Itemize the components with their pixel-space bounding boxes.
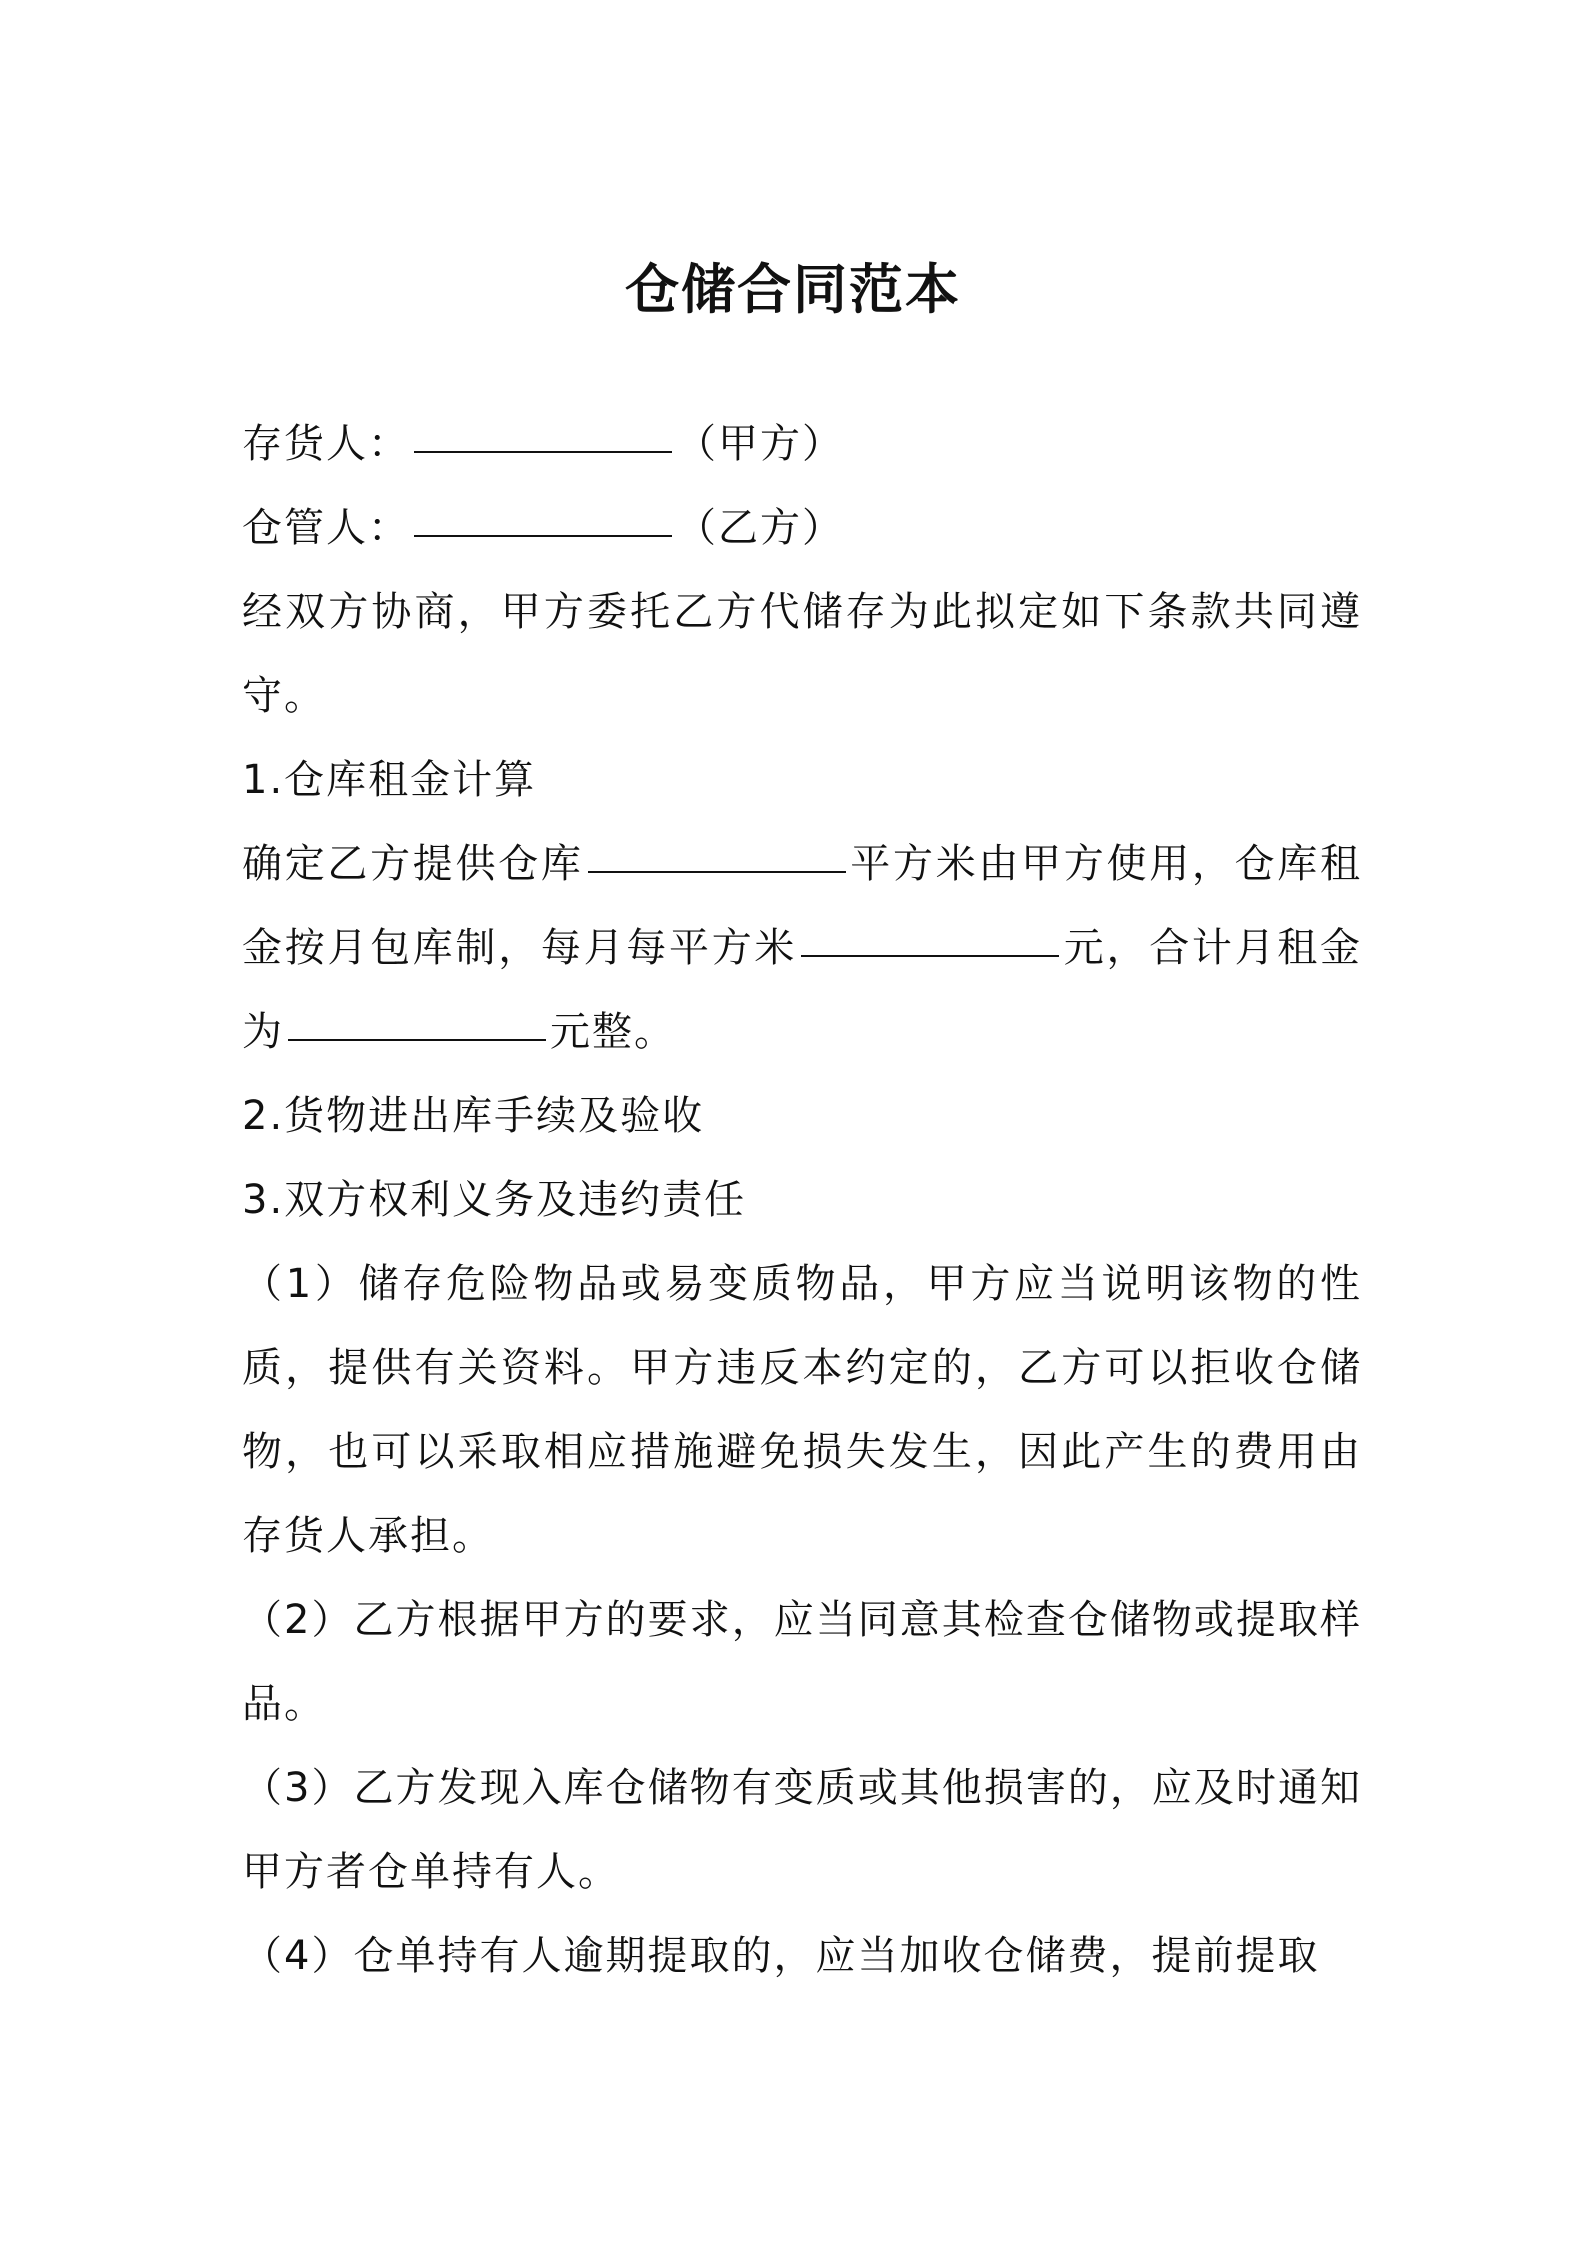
keeper-blank [414, 535, 672, 537]
rent-text-3: 元，合计月租金为 [242, 925, 1363, 1055]
depositor-suffix: （甲方） [676, 421, 844, 467]
keeper-suffix: （乙方） [676, 505, 844, 551]
intro-paragraph: 经双方协商，甲方委托乙方代储存为此拟定如下条款共同遵守。 [242, 589, 1362, 719]
clause-paragraph: （1）储存危险物品或易变质物品，甲方应当说明该物的性质，提供有关资料。甲方违反本约定的，乙方可以拒收仓储物，也可以采取相应措施避免损失发生，因此产生的费用由存货人承担。 [242, 1261, 1362, 1559]
clause-paragraph: （4）仓单持有人逾期提取的，应当加收仓储费，提前提取 [242, 1933, 1320, 1979]
keeper-line [242, 486, 1362, 570]
clause-paragraph: （3）乙方发现入库仓储物有变质或其他损害的，应及时通知甲方者仓单持有人。 [242, 1765, 1362, 1895]
clause-paragraph: （2）乙方根据甲方的要求，应当同意其检查仓储物或提取样品。 [242, 1597, 1362, 1727]
monthly-total-blank [288, 1039, 546, 1041]
depositor-line [242, 402, 1362, 486]
area-blank [588, 871, 846, 873]
document-title: 仓储合同范本 [625, 258, 961, 321]
unit-price-blank [801, 955, 1059, 957]
keeper-label: 仓管人： [242, 505, 410, 551]
document-body [242, 402, 1362, 1998]
section-heading: 1.仓库租金计算 [242, 757, 537, 803]
section-heading: 2.货物进出库手续及验收 [242, 1093, 705, 1139]
section-heading: 3.双方权利义务及违约责任 [242, 1177, 747, 1223]
rent-paragraph [242, 822, 1362, 1074]
rent-text-1: 确定乙方提供仓库 [242, 841, 584, 887]
rent-text-4: 元整。 [550, 1009, 676, 1055]
depositor-label: 存货人： [242, 421, 410, 467]
depositor-blank [414, 451, 672, 453]
rent-text-2: 平方米由甲方使用，仓库租金按月包库制，每月每平方米 [242, 841, 1363, 971]
